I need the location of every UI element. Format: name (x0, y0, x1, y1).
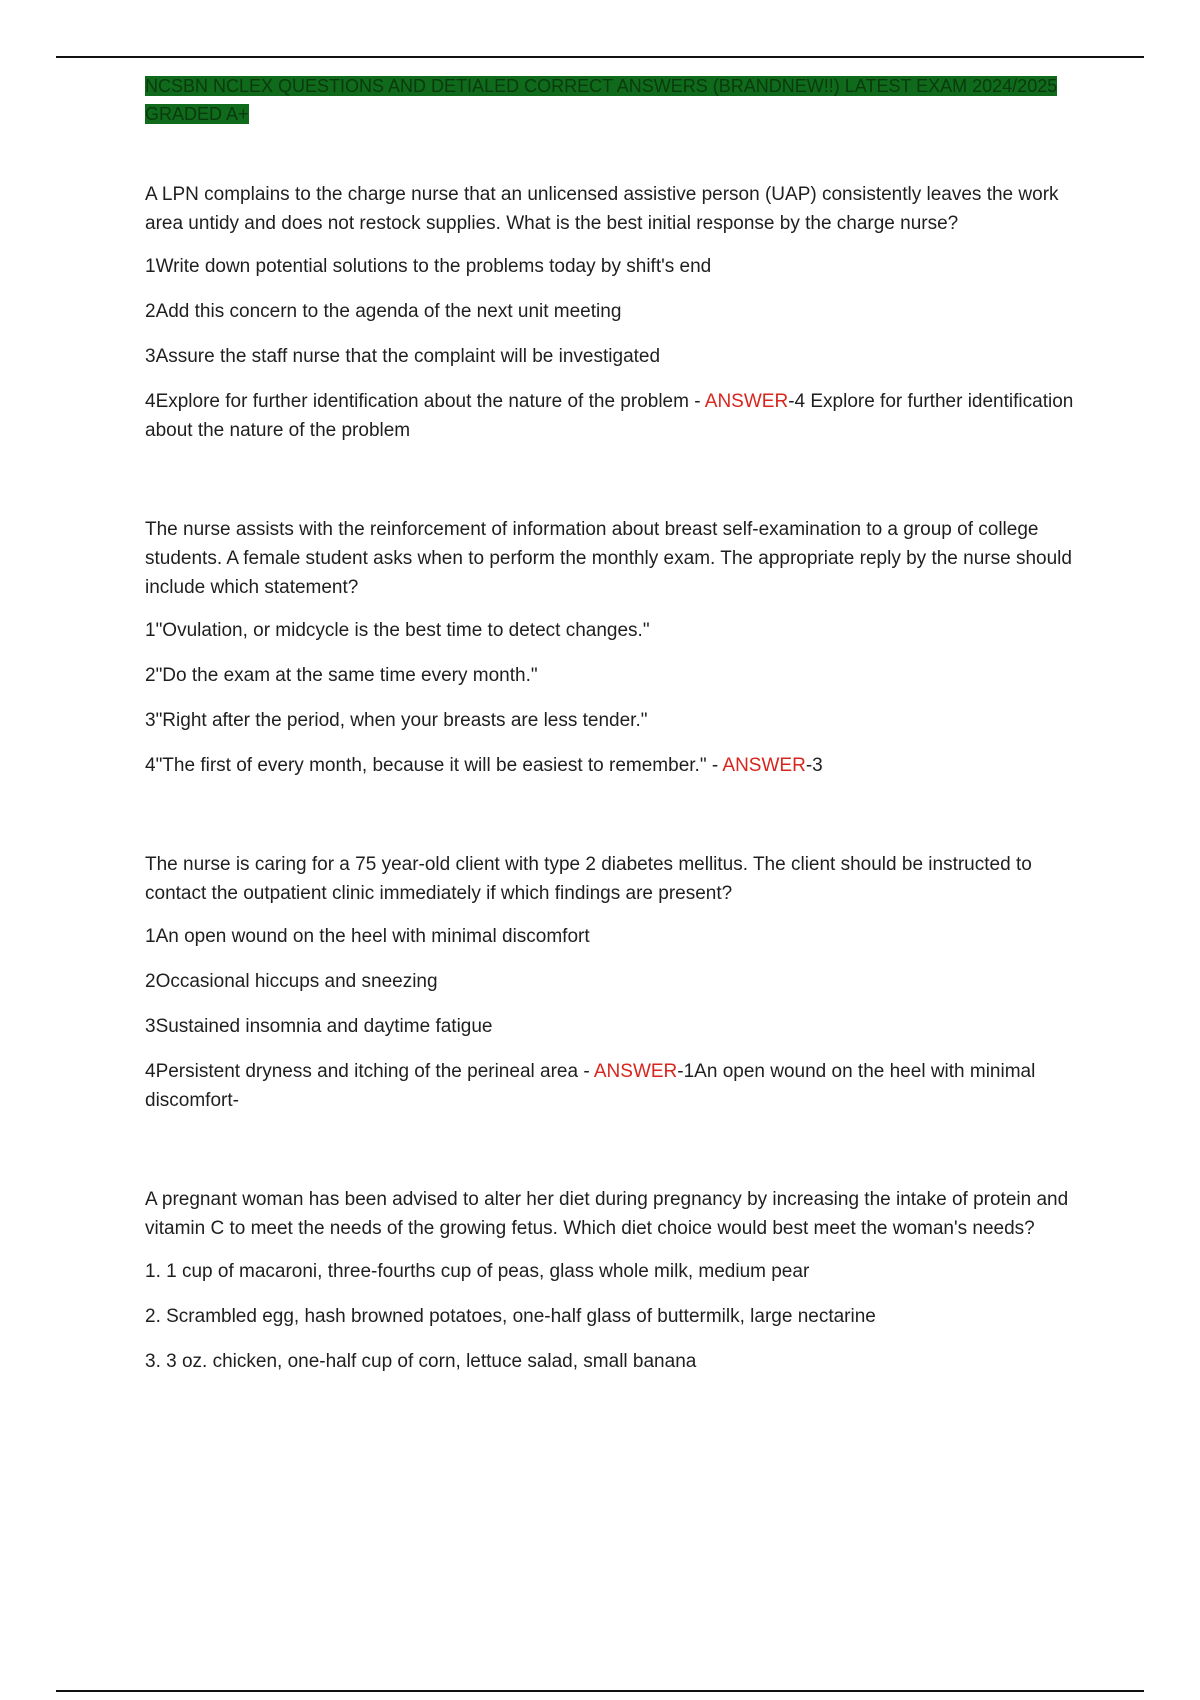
question-stem: A pregnant woman has been advised to alter her diet during pregnancy by increasing the intake of protein and vitamin C to meet the needs of the growing fetus. Which diet choice would best meet the woman's needs? (145, 1189, 1069, 1239)
title-highlight: NCSBN NCLEX QUESTIONS AND DETIALED CORRECT ANSWERS (BRANDNEW!!) LATEST EXAM 2024/2025 GRADED A+ (145, 76, 1058, 124)
answer-text: -3 (805, 755, 823, 776)
answer-option: 2Occasional hiccups and sneezing (145, 971, 438, 992)
answer-option: 3Sustained insomnia and daytime fatigue (145, 1016, 493, 1037)
answer-label: ANSWER (704, 391, 789, 412)
answer-label: ANSWER (593, 1061, 678, 1082)
document-title (145, 72, 1080, 128)
question-block-2 (145, 515, 1080, 780)
answer-option: 1An open wound on the heel with minimal discomfort (145, 926, 590, 947)
option-text: 4Explore for further identification about the nature of the problem - (145, 391, 705, 412)
question-stem: The nurse assists with the reinforcement of information about breast self-examination to a group of college students. A female student asks when to perform the monthly exam. The appropriate reply by the nurse should include which statement? (145, 519, 1072, 598)
bottom-rule (56, 1690, 1144, 1692)
answer-option-with-key (145, 1057, 1080, 1115)
answer-option-with-key (145, 751, 1080, 780)
answer-label: ANSWER (722, 755, 806, 776)
option-text: 4"The first of every month, because it will be easiest to remember." - (145, 755, 723, 776)
answer-text: -4 Explore for further identification about the nature of the problem (145, 391, 1074, 441)
answer-option: 2Add this concern to the agenda of the next unit meeting (145, 301, 622, 322)
answer-option: 3"Right after the period, when your breasts are less tender." (145, 710, 648, 731)
answer-option: 3. 3 oz. chicken, one-half cup of corn, lettuce salad, small banana (145, 1351, 697, 1372)
answer-option: 1Write down potential solutions to the problems today by shift's end (145, 256, 712, 277)
answer-option: 1"Ovulation, or midcycle is the best time to detect changes." (145, 620, 650, 641)
answer-option: 2"Do the exam at the same time every month." (145, 665, 538, 686)
document-body (145, 72, 1080, 1392)
answer-option: 2. Scrambled egg, hash browned potatoes, one-half glass of buttermilk, large nectarine (145, 1306, 876, 1327)
answer-option-with-key (145, 387, 1080, 445)
top-rule (56, 56, 1144, 58)
answer-option: 3Assure the staff nurse that the complaint will be investigated (145, 346, 661, 367)
question-stem: A LPN complains to the charge nurse that an unlicensed assistive person (UAP) consistently leaves the work area untidy and does not restock supplies. What is the best initial response by the charge nurse? (145, 184, 1059, 234)
question-block-1 (145, 180, 1080, 445)
question-block-3 (145, 850, 1080, 1115)
answer-text: -1An open wound on the heel with minimal discomfort- (145, 1061, 1036, 1111)
option-text: 4Persistent dryness and itching of the perineal area - (145, 1061, 594, 1082)
question-block-4 (145, 1185, 1080, 1376)
answer-option: 1. 1 cup of macaroni, three-fourths cup of peas, glass whole milk, medium pear (145, 1261, 810, 1282)
question-stem: The nurse is caring for a 75 year-old client with type 2 diabetes mellitus. The client should be instructed to contact the outpatient clinic immediately if which findings are present? (145, 854, 1032, 904)
